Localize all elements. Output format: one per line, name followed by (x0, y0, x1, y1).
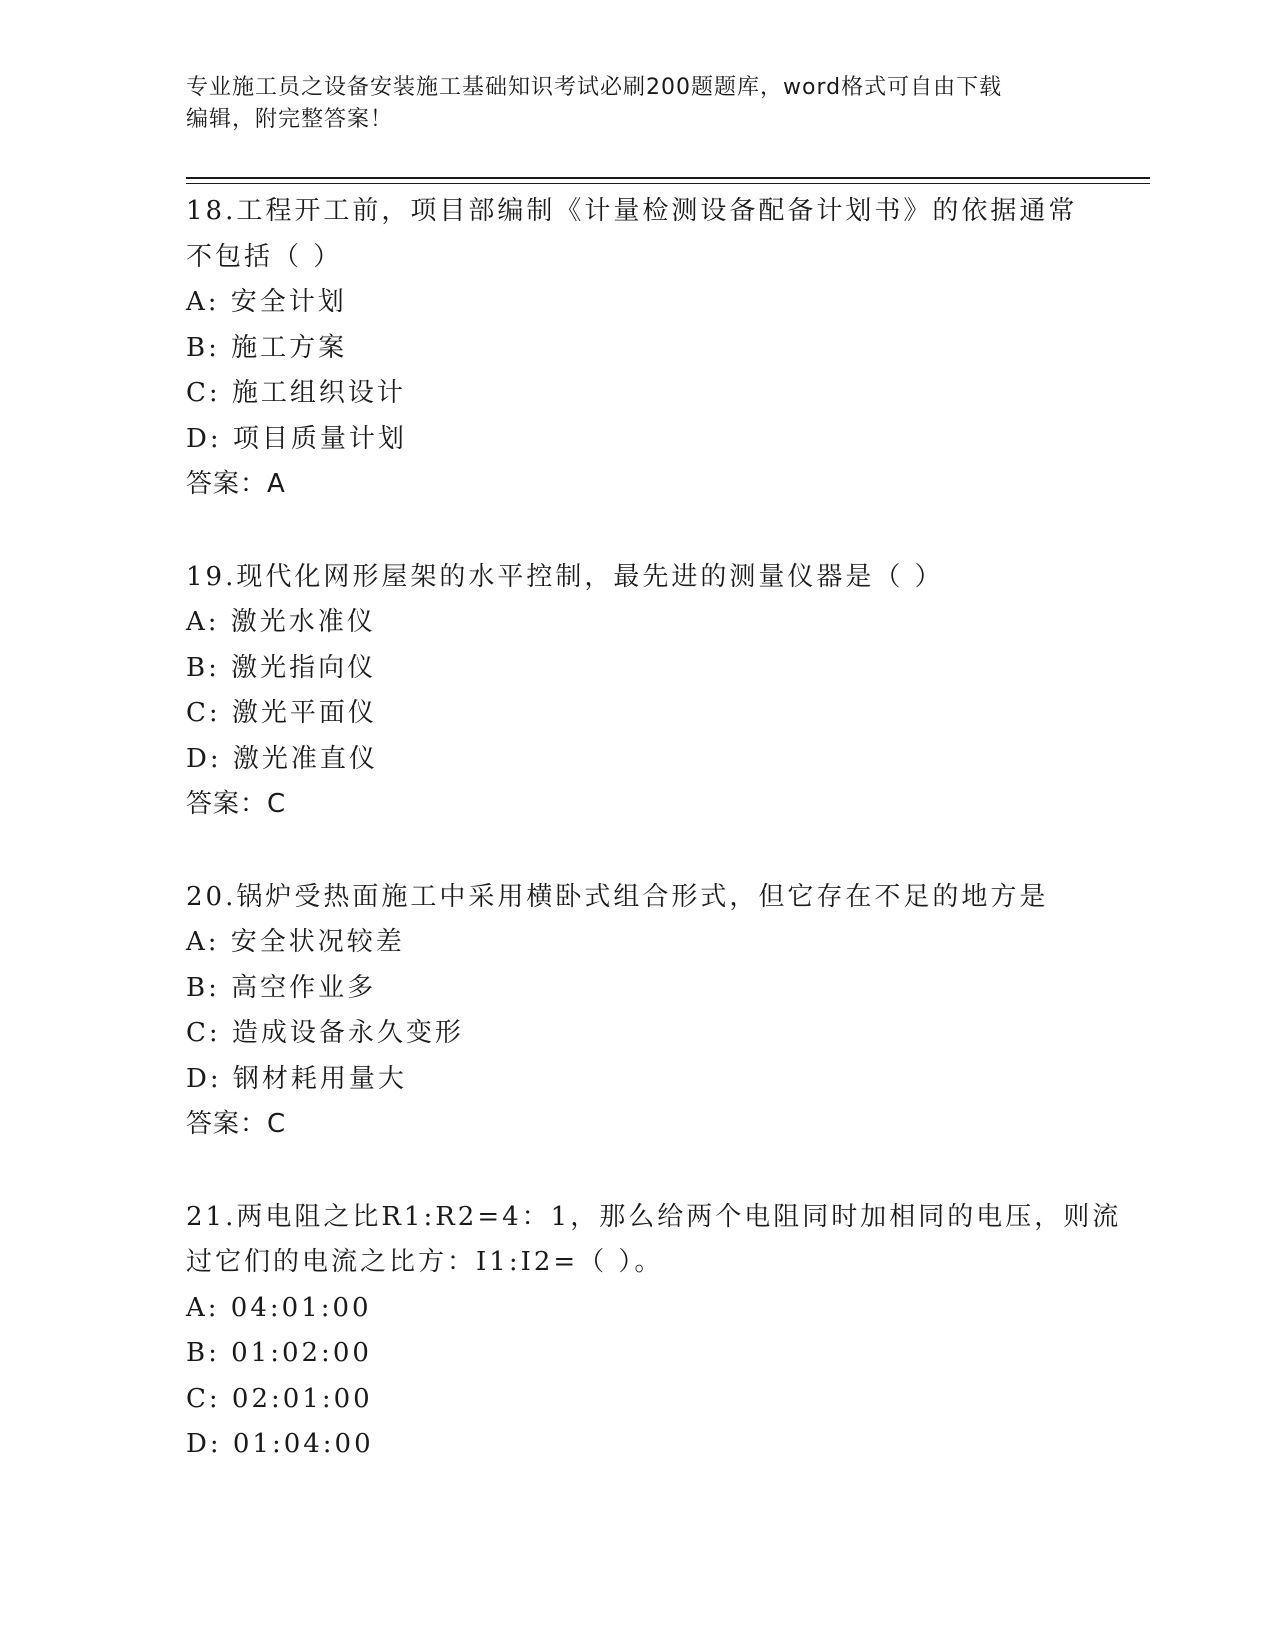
question-21 (186, 1195, 1126, 1468)
question-stem-line: 过它们的电流之比方：I1:I2=（ ）。 (186, 1247, 664, 1277)
option-a: A: 激光水准仪 (186, 607, 376, 637)
header-divider-thin (186, 183, 1150, 184)
question-stem-line: 不包括（ ） (186, 241, 343, 272)
option-d: D: 激光准直仪 (186, 743, 378, 774)
header-line-1: 专业施工员之设备安装施工基础知识考试必刷200题题库，word格式可自由下载 (186, 75, 1003, 100)
option-a: A: 安全计划 (186, 287, 347, 317)
option-a: A: 安全状况较差 (186, 927, 405, 957)
option-c: C: 造成设备永久变形 (186, 1018, 464, 1048)
answer-line: 答案：C (186, 1109, 287, 1139)
question-stem-line: 18.工程开工前，项目部编制《计量检测设备配备计划书》的依据通常 (186, 196, 1078, 226)
option-c: C: 施工组织设计 (186, 378, 406, 408)
option-d: D: 01:04:00 (186, 1429, 374, 1459)
question-stem-line: 20.锅炉受热面施工中采用横卧式组合形式，但它存在不足的地方是 (186, 881, 1049, 912)
question-list (186, 189, 1126, 1515)
option-a: A: 04:01:00 (186, 1292, 372, 1323)
option-b: B: 高空作业多 (186, 972, 377, 1003)
option-b: B: 01:02:00 (186, 1338, 372, 1368)
question-20 (186, 875, 1126, 1148)
header-line-2: 编辑，附完整答案！ (186, 107, 394, 132)
question-stem-line: 21.两电阻之比R1:R2=4：1，那么给两个电阻同时加相同的电压，则流 (186, 1201, 1122, 1232)
option-c: C: 激光平面仪 (186, 698, 377, 728)
document-header (186, 72, 1086, 136)
question-stem-line: 19.现代化网形屋架的水平控制，最先进的测量仪器是（ ） (186, 561, 944, 592)
header-divider-thick (186, 177, 1150, 179)
option-c: C: 02:01:00 (186, 1383, 373, 1414)
question-19 (186, 555, 1126, 828)
option-b: B: 施工方案 (186, 332, 348, 363)
answer-line: 答案：A (186, 469, 286, 499)
question-18 (186, 189, 1126, 508)
answer-line: 答案：C (186, 789, 287, 819)
option-d: D: 项目质量计划 (186, 423, 407, 454)
option-d: D: 钢材耗用量大 (186, 1063, 407, 1094)
option-b: B: 激光指向仪 (186, 652, 377, 683)
